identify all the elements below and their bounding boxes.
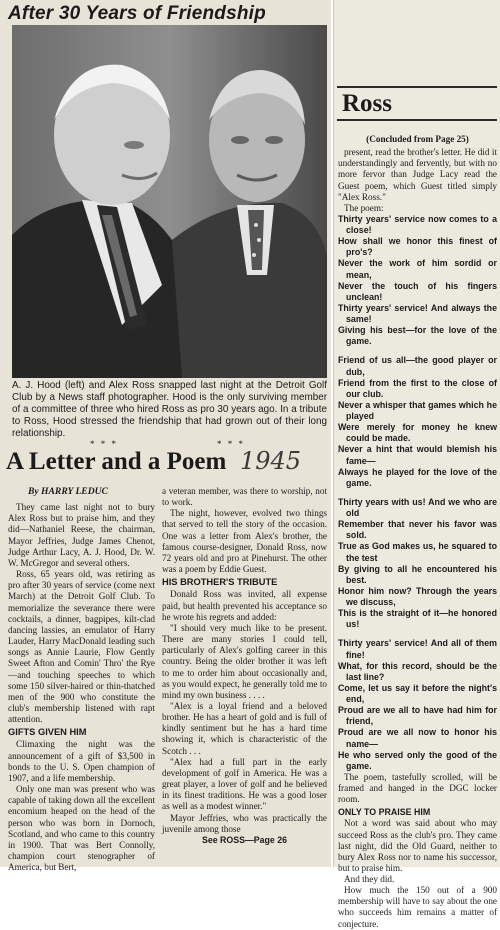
paragraph: The night, however, evolved two things that served to tell the story of the occasion. One was a letter from Alex's brother, the famous course-designer, Donald Ross, now 72 years old and pro at Pinehurst. The other was a poem by Eddie Guest.	[162, 508, 327, 575]
poem-line: Giving his best—for the love of the game.	[338, 325, 497, 347]
poem-line: By giving to all he encountered his best.	[338, 563, 497, 585]
poem-line: Proud are we all to have had him for friend,	[338, 705, 497, 727]
poem-stanza-3	[338, 497, 497, 631]
paragraph: Climaxing the night was the announcement of a gift of $3,500 in bonds to the U. S. Open champion of 1907, and a life membership.	[8, 739, 155, 783]
poem-line: Remember that never his favor was sold.	[338, 519, 497, 541]
poem-line: Thirty years' service! And always the same!	[338, 302, 497, 324]
paragraph: Only one man was present who was capable of taking down all the excellent encomium heaped on the head of the person who was born in Dornoch, Scotland, and who came to this country in 1900. That was Bert Connolly, champion court stenographer of America, but Bert,	[8, 784, 155, 873]
poem-line: He who served only the good of the game.	[338, 749, 497, 771]
paragraph: The poem:	[344, 202, 384, 213]
paragraph: "I should very much like to be present. There are many stories I could tell, particularly of Alex's golfing career in this country. Being the older brother it was left to me to order him about occasionally and, as you would expect, he generally told me to mind my own business . . . .	[162, 622, 327, 700]
poem-line: Friend of us all—the good player or dub,	[338, 355, 497, 377]
stanza-gap	[338, 347, 497, 355]
subhead-gifts: GIFTS GIVEN HIM	[8, 727, 87, 738]
paragraph: Donald Ross was invited, all expense paid, but health prevented his acceptance so he wrote his regrets and added:	[162, 589, 327, 622]
ross-column	[338, 134, 497, 930]
stanza-gap	[338, 630, 497, 638]
poem-stanza-1	[338, 214, 497, 348]
poem-line: Thirty years' service now comes to a close!	[338, 213, 497, 235]
article-column-1	[8, 486, 155, 873]
poem-line: Friend from the first to the close of our club.	[338, 377, 497, 399]
subhead-praise: ONLY TO PRAISE HIM	[338, 807, 431, 818]
handwritten-year: 1945	[240, 447, 302, 475]
poem-line: Thirty years' service! And all of them fine!	[338, 638, 497, 660]
stanza-gap	[338, 489, 497, 497]
poem-line: Never a hint that would blemish his fame—	[338, 444, 497, 466]
concluded-note: (Concluded from Page 25)	[366, 134, 469, 144]
paragraph: Not a word was said about who may succeed Ross as the club's pro. They came last night, did the Old Guard, neither to bury Alex Ross nor to name his successor, but to praise him.	[338, 818, 497, 873]
poem-stanza-2	[338, 355, 497, 489]
poem-line: How shall we honor this finest of pro's?	[338, 236, 497, 258]
top-headline: After 30 Years of Friendship	[8, 3, 266, 24]
poem-line: Were merely for money he knew could be made.	[338, 422, 497, 444]
news-photo	[12, 25, 327, 378]
caption-stars-left: * * *	[90, 439, 118, 449]
poem-line: Come, let us say it before the night's end,	[338, 682, 497, 704]
poem-line: Never the work of him sordid or mean,	[338, 258, 497, 280]
photo-two-men-illustration	[12, 25, 327, 378]
paragraph: They came last night not to bury Alex Ross but to praise him, and they did—Nathaniel Reese, the chairman, Mayor Jeffries, Judge James Chenot, Judge Arthur Lacy, A. J. Hood, Dr. W. W. McGregor and several others.	[8, 502, 155, 568]
paragraph: The poem, tastefully scrolled, will be framed and hanged in the DGC locker room.	[338, 771, 497, 805]
poem-line: True as God makes us, he squared to the test	[338, 541, 497, 563]
ross-bottom-rule	[337, 119, 497, 121]
caption-stars-right: * * *	[217, 439, 245, 449]
poem-line: Always he played for the love of the game.	[338, 466, 497, 488]
poem-stanza-4	[338, 638, 497, 772]
paragraph: a veteran member, was there to worship, not to work.	[162, 486, 327, 508]
paragraph: "Alex is a loyal friend and a beloved brother. He has a heart of gold and is full of kindly sentiment but he has a hard time showing it, which is characteristic of the Scotch . . .	[162, 700, 327, 756]
poem-line: What, for this record, should be the last line?	[338, 660, 497, 682]
continued-line: See ROSS—Page 26	[201, 834, 288, 845]
poem-line: Thirty years with us! And we who are old	[338, 496, 497, 518]
paragraph: Mayor Jeffries, who was practically the juvenile among those	[162, 812, 327, 834]
paragraph: "Alex had a full part in the early development of golf in America. He was a great player, a lover of golf and he believed in its finest traditions. He was a good loser as well as a modest winner."	[162, 756, 327, 812]
poem-line: Never the touch of his fingers unclean!	[338, 280, 497, 302]
poem-line: Honor him now? Through the years we discuss,	[338, 585, 497, 607]
poem-line: Never a whisper that games which he played	[338, 399, 497, 421]
article-column-2	[162, 486, 327, 846]
subhead-brother: HIS BROTHER'S TRIBUTE	[162, 577, 278, 588]
headline: A Letter and a Poem	[6, 448, 227, 475]
poem-line: Proud are we all now to honor his name—	[338, 727, 497, 749]
paragraph: Ross, 65 years old, was retiring as pro after 30 years of service (come next March) at the Detroit Golf Club. To memorialize the severance there were cocktails, a dinner, bagpipes, kilt-clad dancing lassies, an emulator of Harry Lauder, Harry MacDonald leading such songs as Annie Laurie, Flow Gently Sweet Afton and Comin' Thro' the Rye —and touching speeches to which some 150 silver-haired or thin-thatched men of the 900 who constitute the club's membership listened with rapt attention.	[8, 569, 155, 725]
paragraph: How much the 150 out of a 900 membership will have to say about the one who succeeds him remains a matter of conjecture.	[338, 885, 497, 929]
byline: By HARRY LEDUC	[28, 486, 108, 497]
paragraph: And they did.	[344, 874, 395, 884]
ross-top-rule	[337, 86, 497, 88]
photo-caption: A. J. Hood (left) and Alex Ross snapped last night at the Detroit Golf Club by a News staff photographer. Hood is the only surviving member of a committee of three who hired Ross as pro 30 years ago. In a tribute to Ross, Hood stressed the friendship that had grown out of their long relationship.	[12, 380, 327, 440]
ross-title: Ross	[342, 90, 393, 117]
poem-line: This is the straight of it—he honored us!	[338, 608, 497, 630]
paragraph: present, read the brother's letter. He did it understandingly and fervently, but with no more fervor than Judge Lacy read the Guest poem, which Guest titled simply "Alex Ross."	[338, 147, 497, 202]
